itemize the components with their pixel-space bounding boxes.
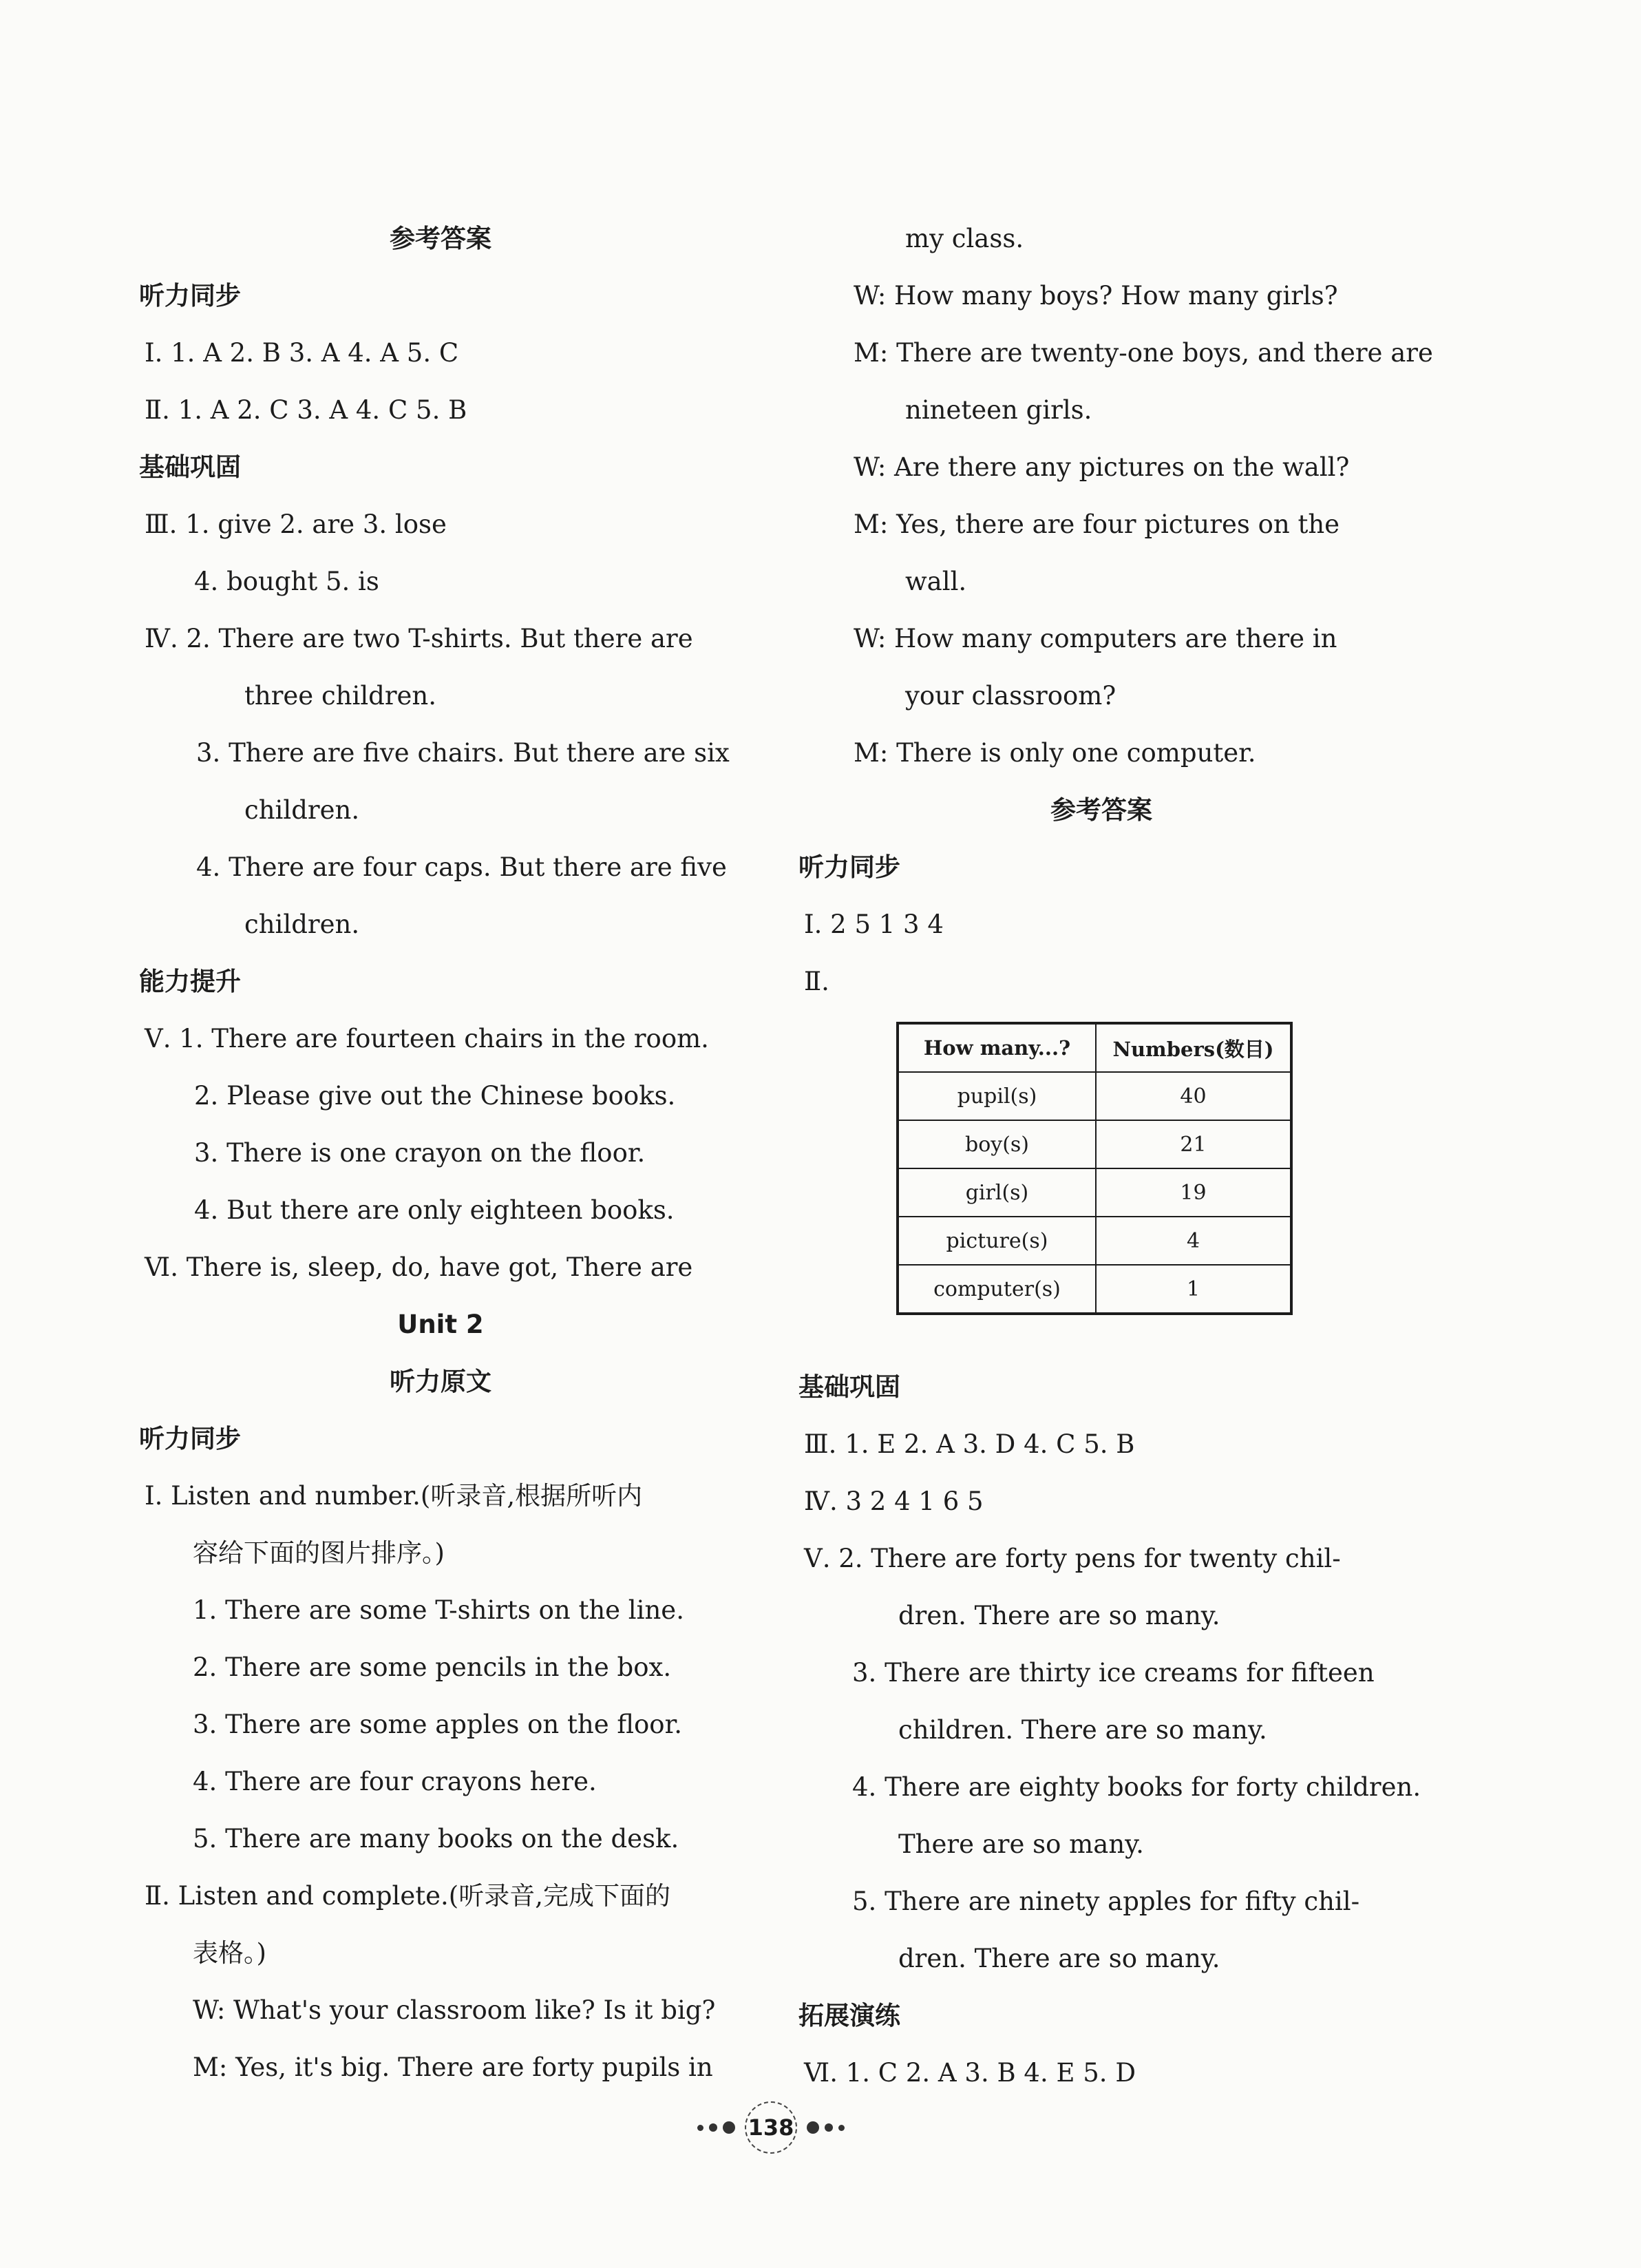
table-cell: pupil(s): [898, 1072, 1096, 1120]
dialogue-line: M: There is only one computer.: [854, 738, 1256, 768]
table-row: [898, 1120, 1291, 1168]
page-number-footer: [668, 2093, 874, 2162]
answer-line: 3. There is one crayon on the floor.: [194, 1138, 646, 1168]
dialogue-line: W: How many boys? How many girls?: [854, 281, 1338, 311]
section-heading-ability: 能力提升: [139, 967, 241, 996]
decor-dot-icon: [709, 2123, 717, 2132]
answer-line: Ⅰ. 1. A 2. B 3. A 4. A 5. C: [145, 338, 459, 368]
answer-line: There are so many.: [898, 1829, 1144, 1859]
table-row: [898, 1168, 1291, 1217]
table-cell: 21: [1096, 1120, 1291, 1168]
answer-line: 4. There are eighty books for forty children.: [852, 1772, 1421, 1802]
script-line: 2. There are some pencils in the box.: [193, 1652, 672, 1682]
answer-line: 2. Please give out the Chinese books.: [194, 1081, 676, 1111]
decor-dot-icon: [807, 2121, 819, 2134]
table-row: [898, 1217, 1291, 1265]
dialogue-line: M: Yes, it's big. There are forty pupils in: [193, 2052, 713, 2082]
answer-table: [896, 1022, 1293, 1315]
answer-line: 5. There are ninety apples for fifty chil-: [852, 1887, 1360, 1916]
table-cell: girl(s): [898, 1168, 1096, 1217]
answer-line: children.: [244, 795, 360, 825]
answer-line: children.: [244, 910, 360, 939]
dialogue-line: M: Yes, there are four pictures on the: [854, 510, 1340, 539]
dialogue-line: nineteen girls.: [905, 395, 1092, 425]
answer-line: Ⅰ. 2 5 1 3 4: [804, 910, 944, 939]
decor-dot-icon: [723, 2121, 735, 2134]
table-header-row: [898, 1023, 1291, 1072]
answer-line: children. There are so many.: [898, 1715, 1267, 1745]
decor-dot-icon: [697, 2125, 703, 2131]
answer-line: Ⅵ. There is, sleep, do, have got, There are: [145, 1252, 693, 1282]
answer-line: dren. There are so many.: [898, 1601, 1220, 1630]
answer-line: dren. There are so many.: [898, 1944, 1220, 1973]
script-line: 5. There are many books on the desk.: [193, 1824, 679, 1854]
answer-line: three children.: [244, 681, 437, 711]
table-cell: 1: [1096, 1265, 1291, 1314]
dialogue-line: wall.: [905, 567, 967, 596]
table-cell: picture(s): [898, 1217, 1096, 1265]
answer-line: Ⅲ. 1. give 2. are 3. lose: [145, 510, 447, 539]
dialogue-line: my class.: [905, 224, 1024, 253]
answer-line: Ⅳ. 2. There are two T-shirts. But there are: [145, 624, 693, 653]
table-cell: 19: [1096, 1168, 1291, 1217]
section-heading-listening: 听力同步: [798, 852, 900, 882]
script-line: 3. There are some apples on the floor.: [193, 1710, 682, 1739]
answer-key-title: 参考答案: [390, 224, 491, 253]
answer-line: Ⅵ. 1. C 2. A 3. B 4. E 5. D: [804, 2058, 1136, 2088]
answer-line: Ⅳ. 3 2 4 1 6 5: [804, 1487, 984, 1516]
dialogue-line: your classroom?: [905, 681, 1116, 711]
answer-line: 4. There are four caps. But there are five: [196, 852, 727, 882]
answer-line: Ⅲ. 1. E 2. A 3. D 4. C 5. B: [804, 1429, 1135, 1459]
table-cell: 4: [1096, 1217, 1291, 1265]
table-row: [898, 1265, 1291, 1314]
answer-line: 3. There are thirty ice creams for fifteen: [852, 1658, 1375, 1688]
decor-dot-icon: [838, 2125, 845, 2131]
section-heading-basics: 基础巩固: [798, 1372, 900, 1402]
answer-line: Ⅴ. 1. There are fourteen chairs in the room.: [145, 1024, 709, 1053]
script-line: 1. There are some T-shirts on the line.: [193, 1595, 684, 1625]
dialogue-line: W: How many computers are there in: [854, 624, 1337, 653]
section-heading-listening: 听力同步: [139, 281, 241, 311]
dialogue-line: W: Are there any pictures on the wall?: [854, 452, 1350, 482]
section-heading-basics: 基础巩固: [139, 452, 241, 482]
section-heading-listening: 听力同步: [139, 1424, 241, 1453]
section-heading-extension: 拓展演练: [798, 2001, 900, 2030]
script-line: 4. There are four crayons here.: [193, 1767, 597, 1796]
answer-line: Ⅱ. 1. A 2. C 3. A 4. C 5. B: [145, 395, 467, 425]
answer-line: Ⅴ. 2. There are forty pens for twenty chil-: [804, 1544, 1341, 1573]
decor-dot-icon: [825, 2123, 833, 2132]
table-cell: boy(s): [898, 1120, 1096, 1168]
unit-title: Unit 2: [397, 1310, 484, 1339]
dialogue-line: M: There are twenty-one boys, and there are: [854, 338, 1433, 368]
page-number: 138: [745, 2101, 797, 2154]
answer-key-title: 参考答案: [1050, 795, 1152, 825]
table-cell: 40: [1096, 1072, 1291, 1120]
table-row: [898, 1072, 1291, 1120]
dialogue-line: W: What's your classroom like? Is it big?: [193, 1995, 716, 2025]
answer-line: 4. But there are only eighteen books.: [194, 1195, 675, 1225]
listening-script-title: 听力原文: [390, 1367, 491, 1396]
answer-line: Ⅱ.: [804, 967, 829, 996]
script-line: Ⅰ. Listen and number.(听录音,根据所听内: [145, 1481, 643, 1511]
answer-line: 4. bought 5. is: [194, 567, 379, 596]
script-line: 表格。): [193, 1938, 266, 1968]
table-header-cell: Numbers(数目): [1096, 1023, 1291, 1072]
answer-line: 3. There are five chairs. But there are six: [196, 738, 730, 768]
script-line: Ⅱ. Listen and complete.(听录音,完成下面的: [145, 1881, 670, 1911]
table-cell: computer(s): [898, 1265, 1096, 1314]
script-line: 容给下面的图片排序。): [193, 1538, 445, 1568]
table-header-cell: How many...?: [898, 1023, 1096, 1072]
